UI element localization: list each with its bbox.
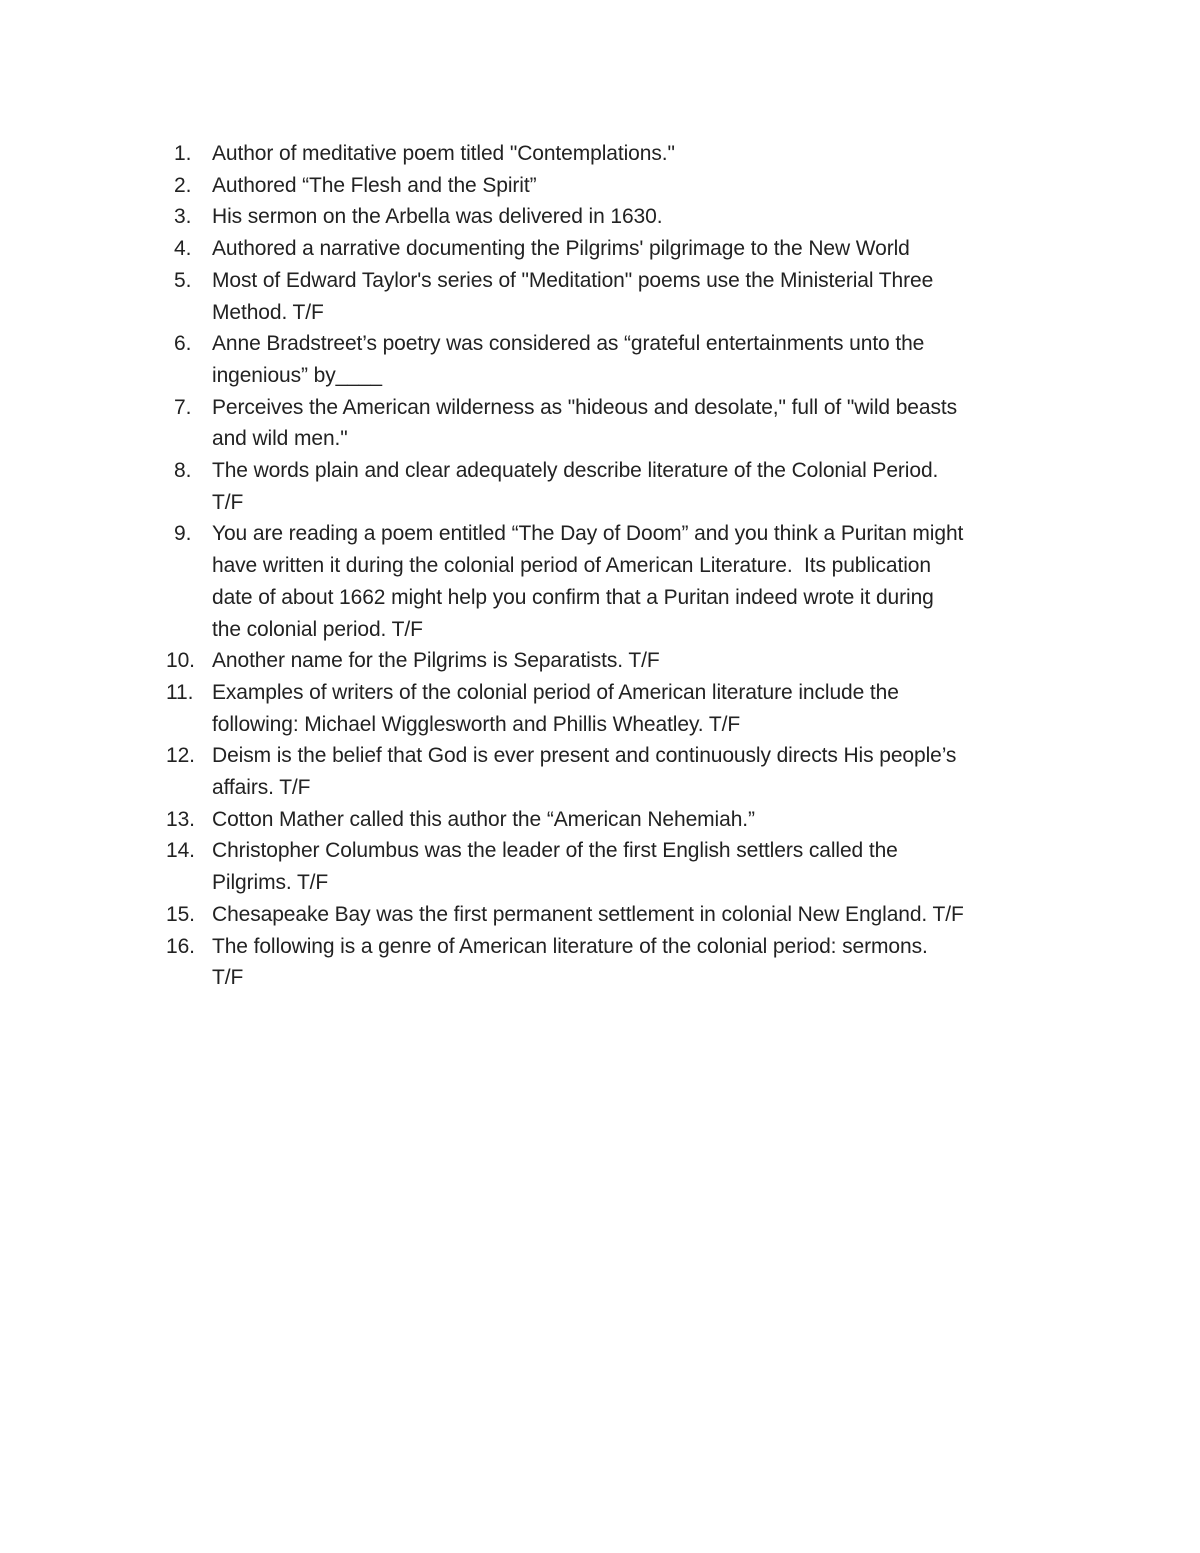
question-item bbox=[166, 265, 1066, 328]
question-number: 14. bbox=[166, 839, 195, 863]
question-text: Cotton Mather called this author the “American Nehemiah.” bbox=[212, 807, 755, 831]
question-item bbox=[166, 835, 1066, 898]
question-text: The following is a genre of American literature of the colonial period: sermons. T/F bbox=[212, 934, 928, 990]
question-item bbox=[166, 392, 1066, 455]
question-text: Christopher Columbus was the leader of the first English settlers called the Pilgrims. T/F bbox=[212, 839, 898, 895]
question-number: 3. bbox=[174, 205, 192, 229]
question-item bbox=[166, 677, 1066, 740]
question-number: 11. bbox=[166, 680, 194, 704]
question-text: You are reading a poem entitled “The Day of Doom” and you think a Puritan might have written it during the colonial period of American Literature. Its publication date of about 1662 might help you confirm that a Puritan indeed wrote it during the colonial period. T/F bbox=[212, 522, 964, 641]
question-number: 5. bbox=[174, 268, 192, 292]
question-text: Anne Bradstreet’s poetry was considered as “grateful entertainments unto the ingenious” by____ bbox=[212, 332, 925, 387]
question-text: Author of meditative poem titled "Contemplations." bbox=[212, 142, 675, 165]
question-item bbox=[166, 931, 1066, 994]
question-text: The words plain and clear adequately describe literature of the Colonial Period. T/F bbox=[212, 459, 939, 514]
question-item bbox=[166, 804, 1066, 836]
question-item bbox=[166, 170, 1066, 202]
question-number: 13. bbox=[166, 807, 195, 831]
question-item bbox=[166, 455, 1066, 518]
question-number: 9. bbox=[174, 522, 192, 546]
question-text: His sermon on the Arbella was delivered in 1630. bbox=[212, 205, 663, 229]
question-number: 8. bbox=[174, 459, 192, 483]
question-text: Deism is the belief that God is ever present and continuously directs His people’s affairs. T/F bbox=[212, 744, 957, 800]
question-item bbox=[166, 740, 1066, 803]
question-item bbox=[166, 233, 1066, 265]
question-number: 10. bbox=[166, 649, 195, 673]
question-item bbox=[166, 138, 1066, 170]
question-item bbox=[166, 645, 1066, 677]
question-text: Chesapeake Bay was the first permanent settlement in colonial New England. T/F bbox=[212, 902, 964, 926]
question-text: Perceives the American wilderness as "hideous and desolate," full of "wild beasts and wild men." bbox=[212, 395, 957, 451]
question-number: 16. bbox=[166, 934, 195, 958]
question-text: Examples of writers of the colonial period of American literature include the following: Michael Wigglesworth and Phillis Wheatley. T/F bbox=[212, 680, 899, 736]
question-list bbox=[166, 138, 1066, 994]
question-number: 4. bbox=[174, 237, 192, 261]
question-number: 12. bbox=[166, 744, 195, 768]
question-number: 6. bbox=[174, 332, 192, 356]
question-text: Most of Edward Taylor's series of "Meditation" poems use the Ministerial Three Method. T/F bbox=[212, 268, 934, 324]
question-number: 2. bbox=[174, 173, 192, 197]
question-item bbox=[166, 518, 1066, 645]
question-number: 7. bbox=[174, 395, 192, 419]
question-number: 1. bbox=[174, 142, 192, 165]
question-text: Authored “The Flesh and the Spirit” bbox=[212, 173, 537, 197]
question-item bbox=[166, 201, 1066, 233]
question-item bbox=[166, 328, 1066, 391]
question-number: 15. bbox=[166, 902, 195, 926]
question-text: Another name for the Pilgrims is Separatists. T/F bbox=[212, 649, 660, 673]
question-text: Authored a narrative documenting the Pilgrims' pilgrimage to the New World bbox=[212, 237, 910, 261]
question-item bbox=[166, 899, 1066, 931]
